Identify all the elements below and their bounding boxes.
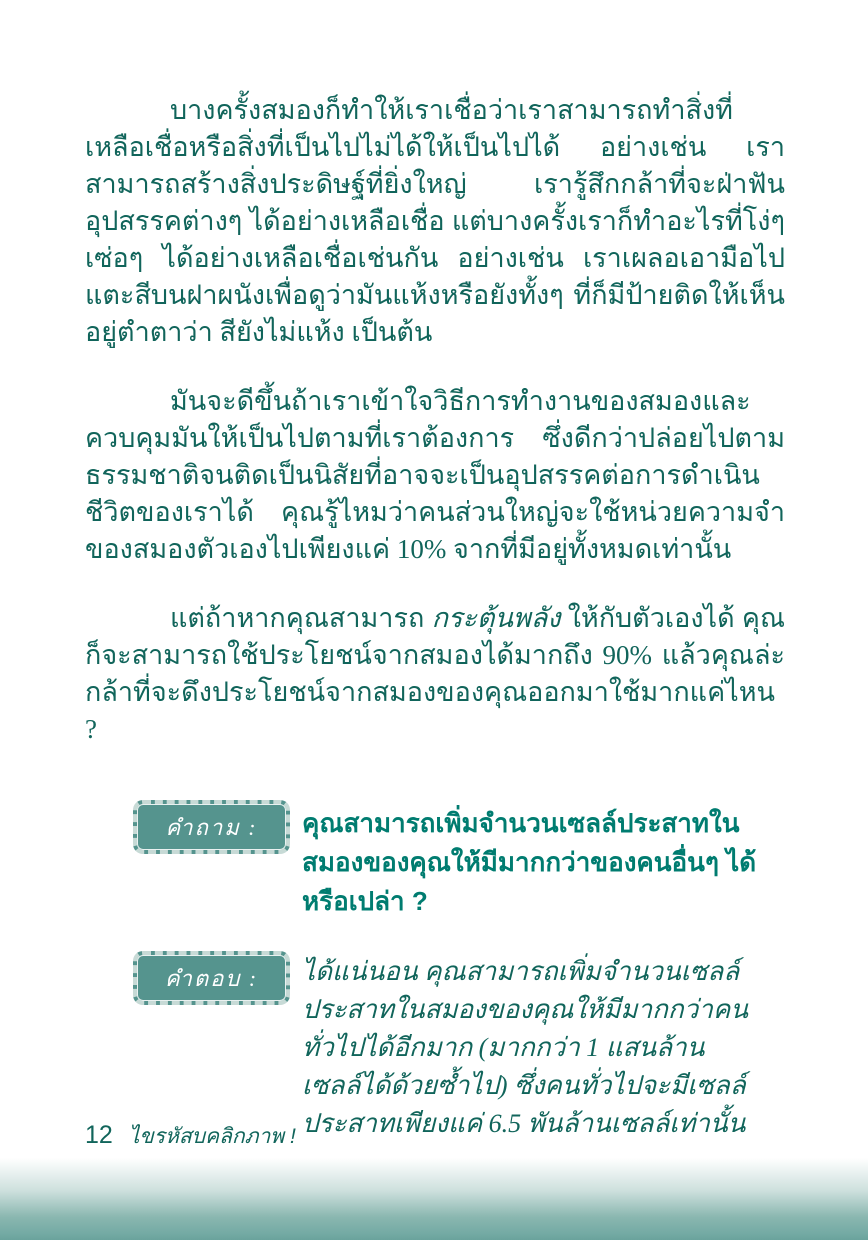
qa-section <box>85 800 785 1143</box>
question-label: คำถาม : <box>165 814 258 840</box>
paragraph-2: มันจะดีขึ้นถ้าเราเข้าใจวิธีการทำงานของสมองและควบคุมมันให้เป็นไปตามที่เราต้องการ ซึ่งดีกว่าปล่อยไปตามธรรมชาติจนติดเป็นนิสัยที่อาจจะเป็นอุปสรรคต่อการดำเนินชีวิตของเราได้ คุณรู้ไหมว่าคนส่วนใหญ่จะใช้หน่วยความจำของสมองตัวเองไปเพียงแค่ 10% จากที่มีอยู่ทั้งหมดเท่านั้น <box>85 386 785 564</box>
answer-row <box>85 951 785 1143</box>
question-label-box <box>133 800 290 854</box>
book-title: ไขรหัสบคลิกภาพ ! <box>128 1125 296 1148</box>
paragraph-3 <box>85 600 785 748</box>
answer-label: คำตอบ : <box>164 965 259 991</box>
page-number: 12 <box>85 1121 113 1149</box>
question-text: คุณสามารถเพิ่มจำนวนเซลล์ประสาทในสมองของคุณให้มีมากกว่าของคนอื่นๆ ได้หรือเปล่า ? <box>302 808 757 916</box>
answer-text: ได้แน่นอน คุณสามารถเพิ่มจำนวนเซลล์ประสาทในสมองของคุณให้มีมากกว่าคนทั่วไปได้อีกมาก (มากกว่า 1 แสนล้านเซลล์ได้ด้วยซ้ำไป) ซึ่งคนทั่วไปจะมีเซลล์ประสาทเพียงแค่ 6.5 พันล้านเซลล์เท่านั้น <box>302 957 748 1138</box>
page-footer <box>85 1120 296 1153</box>
paragraph-3-post: ให้กับตัวเองได้ คุณก็จะสามารถใช้ประโยชน์จากสมองได้มากถึง 90% แล้วคุณล่ะ กล้าที่จะดึงประโยชน์จากสมองของคุณออกมาใช้มากแค่ไหน ? <box>85 603 785 744</box>
paragraph-3-pre: แต่ถ้าหากคุณสามารถ <box>170 603 432 633</box>
bottom-gradient-band <box>0 1158 868 1240</box>
text-column <box>85 92 785 1143</box>
answer-label-box <box>133 951 290 1005</box>
question-row <box>85 800 785 921</box>
paragraph-1: บางครั้งสมองก็ทำให้เราเชื่อว่าเราสามารถทำสิ่งที่เหลือเชื่อหรือสิ่งที่เป็นไปไม่ได้ให้เป็นไปได้ อย่างเช่น เราสามารถสร้างสิ่งประดิษฐ์ที่ยิ่งใหญ่ เรารู้สึกกล้าที่จะฝ่าฟันอุปสรรคต่างๆ ได้อย่างเหลือเชื่อ แต่บางครั้งเราก็ทำอะไรที่โง่ๆ เซ่อๆ ได้อย่างเหลือเชื่อเช่นกัน อย่างเช่น เราเผลอเอามือไปแตะสีบนฝาผนังเพื่อดูว่ามันแห้งหรือยังทั้งๆ ที่ก็มีป้ายติดให้เห็นอยู่ตำตาว่า สียังไม่แห้ง เป็นต้น <box>85 95 785 347</box>
paragraph-3-emphasis: กระตุ้นพลัง <box>431 603 561 633</box>
